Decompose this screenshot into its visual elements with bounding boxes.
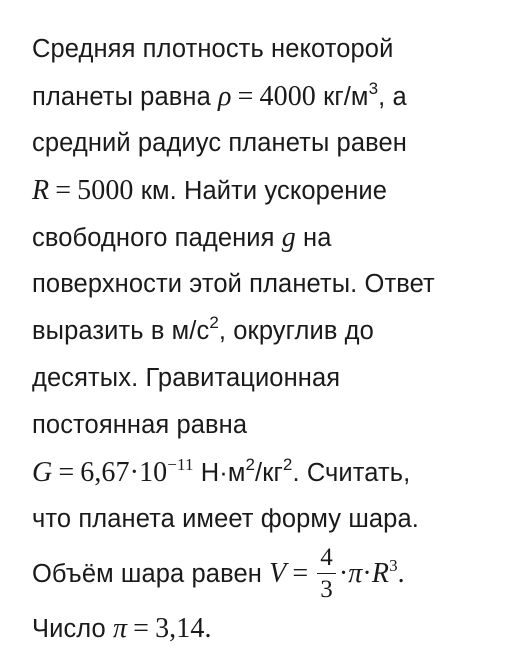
radius-value: 5000	[77, 175, 134, 206]
pi-formula	[113, 613, 212, 644]
problem-text-segment: . Считать,	[292, 459, 411, 487]
radius-symbol: R	[32, 175, 50, 206]
problem-text-segment: что планета имеет форму шара.	[32, 505, 419, 533]
problem-line-3	[32, 120, 502, 167]
rho-symbol: ρ	[218, 81, 232, 112]
problem-line-5	[32, 214, 502, 261]
period: .	[397, 558, 405, 589]
problem-text-segment: поверхности этой планеты. Ответ	[32, 270, 435, 298]
multiply-dot: ·	[338, 558, 349, 589]
G-mantissa: 6,67	[80, 457, 130, 488]
problem-line-12	[32, 543, 502, 605]
period: .	[204, 613, 212, 644]
problem-line-7	[32, 308, 502, 355]
problem-line-1	[32, 26, 502, 73]
gravitational-constant-formula	[32, 457, 194, 488]
gravity-symbol: g	[281, 222, 296, 253]
problem-text-segment: Число	[32, 615, 114, 643]
radius-cube-exponent: 3	[389, 556, 398, 575]
fraction-numerator: 4	[317, 544, 336, 574]
problem-text-segment: средний радиус планеты равен	[32, 129, 407, 157]
density-unit-exponent: 3	[368, 79, 379, 98]
equals-sign: =	[237, 81, 254, 112]
G-unit-numerator-exponent: 2	[245, 455, 256, 474]
radius-formula	[32, 175, 134, 206]
density-formula	[218, 81, 316, 112]
G-unit-denominator-exponent: 2	[282, 455, 293, 474]
problem-text-segment: планеты равна	[32, 83, 219, 111]
volume-symbol: V	[269, 558, 287, 589]
equals-sign: =	[55, 175, 72, 206]
problem-text-segment: . Найти ускорение	[169, 177, 388, 205]
problem-line-11	[32, 496, 502, 543]
problem-line-6	[32, 261, 502, 308]
problem-text-segment: десятых. Гравитационная	[32, 364, 341, 392]
problem-line-2	[32, 73, 502, 120]
equals-sign: =	[292, 558, 309, 589]
problem-text	[32, 26, 502, 652]
multiply-dot: ·	[362, 558, 372, 589]
problem-text-segment: Средняя плотность некоторой	[32, 35, 394, 63]
fraction	[317, 544, 336, 604]
pi-symbol: π	[348, 558, 363, 589]
G-base: 10	[139, 457, 168, 488]
problem-line-10	[32, 449, 502, 496]
problem-text-segment: выразить в м/с	[32, 317, 210, 345]
problem-line-9	[32, 402, 502, 449]
pi-symbol: π	[113, 613, 128, 644]
problem-text-segment: , округлив до	[218, 317, 374, 345]
problem-text-segment: на	[295, 224, 332, 252]
fraction-denominator: 3	[320, 575, 333, 603]
problem-line-13	[32, 605, 502, 652]
multiply-dot: ·	[129, 457, 140, 488]
equals-sign: =	[133, 613, 150, 644]
problem-text-segment: Объём шара равен	[32, 560, 270, 588]
problem-text-segment: постоянная равна	[32, 411, 248, 439]
radius-symbol: R	[371, 558, 390, 589]
problem-line-4	[32, 167, 502, 214]
G-exponent: −11	[167, 455, 194, 474]
equals-sign: =	[58, 457, 75, 488]
radius-unit: км	[140, 177, 170, 205]
sphere-volume-formula	[269, 543, 405, 603]
density-value: 4000	[259, 81, 316, 112]
pi-value: 3,14	[155, 613, 205, 644]
problem-text-segment: свободного падения	[32, 224, 282, 252]
density-unit: кг/м	[323, 83, 369, 111]
problem-line-8	[32, 355, 502, 402]
G-unit-numerator: Н·м	[200, 459, 246, 487]
G-unit-denominator: /кг	[255, 459, 283, 487]
answer-unit-exponent: 2	[209, 313, 219, 332]
problem-text-segment: , а	[378, 83, 407, 111]
G-symbol: G	[32, 457, 53, 488]
